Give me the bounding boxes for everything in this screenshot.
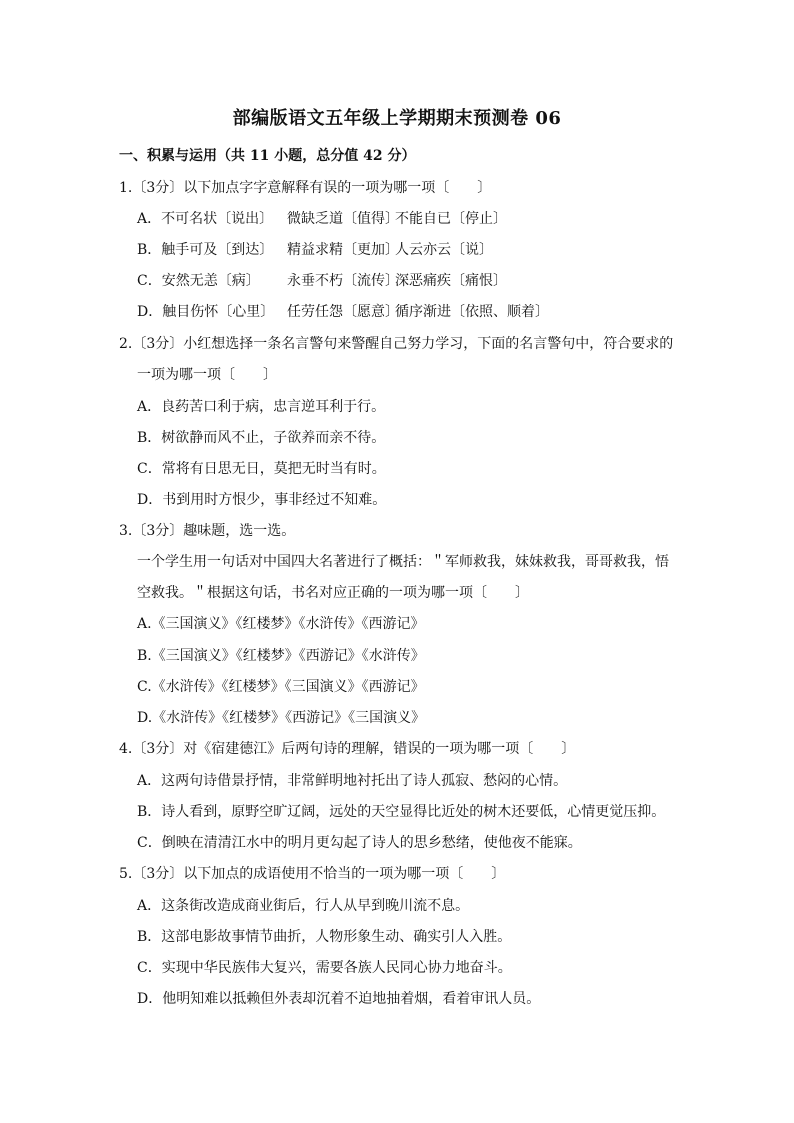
question-5-option-c: C．实现中华民族伟大复兴，需要各族人民同心协力地奋斗。 <box>137 960 512 976</box>
question-5-option-d: D．他明知难以抵赖但外表却沉着不迫地抽着烟，看着审讯人员。 <box>137 991 541 1007</box>
option-part: A．不可名状〔说出〕 <box>137 211 274 227</box>
option-part: 循序渐进〔依照、顺着〕 <box>395 304 549 320</box>
section-heading: 一、积累与运用（共 11 小题，总分值 42 分） <box>119 148 416 164</box>
question-1-stem: 1.〔3分〕以下加点字字意解释有误的一项为哪一项〔 〕 <box>119 180 492 196</box>
option-part: C．安然无恙〔病〕 <box>137 273 260 289</box>
question-5-option-b: B．这部电影故事情节曲折，人物形象生动、确实引人入胜。 <box>137 929 512 945</box>
option-part: D．触目伤怀〔心里〕 <box>137 304 275 320</box>
option-part: B．触手可及〔到达〕 <box>137 242 274 258</box>
question-4-option-b: B．诗人看到，原野空旷辽阔，远处的天空显得比近处的树木还要低，心情更觉压抑。 <box>137 804 666 820</box>
option-part: 深恶痛疾〔痛恨〕 <box>395 273 507 289</box>
question-5-stem: 5.〔3分〕以下加点的成语使用不恰当的一项为哪一项〔 〕 <box>119 866 506 882</box>
question-3-passage-line-1: 一个学生用一句话对中国四大名著进行了概括：＂军师救我，妹妹救我，哥哥救我，悟 <box>137 554 669 570</box>
question-3-option-b: B.《三国演义》《红楼梦》《西游记》《水浒传》 <box>137 648 425 664</box>
question-2-option-d: D．书到用时方恨少，事非经过不知难。 <box>137 492 387 508</box>
question-3-stem: 3.〔3分〕趣味题，选一选。 <box>119 523 296 539</box>
question-2-option-c: C．常将有日思无日，莫把无时当有时。 <box>137 461 386 477</box>
option-part: 精益求精〔更加〕 <box>287 242 399 258</box>
question-2-option-a: A．良药苦口利于病，忠言逆耳利于行。 <box>137 399 386 415</box>
question-5-option-a: A．这条街改造成商业街后，行人从早到晚川流不息。 <box>137 898 470 914</box>
question-2-stem: 2.〔3分〕小红想选择一条名言警句来警醒自己努力学习，下面的名言警句中，符合要求的 <box>119 336 674 352</box>
option-part: 不能自已〔停止〕 <box>395 211 507 227</box>
option-part: 永垂不朽〔流传〕 <box>287 273 399 289</box>
question-1-option-a <box>137 208 507 228</box>
page-title: 部编版语文五年级上学期期末预测卷 06 <box>232 108 562 129</box>
question-4-option-c: C．倒映在清清江水中的明月更勾起了诗人的思乡愁绪，使他夜不能寐。 <box>137 835 582 851</box>
question-2-option-b: B．树欲静而风不止，子欲养而亲不待。 <box>137 430 386 446</box>
question-1-option-b <box>137 239 493 259</box>
question-4-stem: 4.〔3分〕对《宿建德江》后两句诗的理解，错误的一项为哪一项〔 〕 <box>119 741 576 757</box>
question-1-option-d <box>137 301 549 321</box>
question-3-passage-line-2: 空救我。＂根据这句话，书名对应正确的一项为哪一项〔 〕 <box>137 585 529 601</box>
option-part: 人云亦云〔说〕 <box>395 242 493 258</box>
question-4-option-a: A．这两句诗借景抒情，非常鲜明地衬托出了诗人孤寂、愁闷的心情。 <box>137 773 568 789</box>
question-1-option-c <box>137 270 507 290</box>
question-3-option-c: C.《水浒传》《红楼梦》《三国演义》《西游记》 <box>137 679 425 695</box>
option-part: 微缺乏道〔值得〕 <box>287 211 399 227</box>
question-3-option-a: A.《三国演义》《红楼梦》《水浒传》《西游记》 <box>137 616 425 632</box>
option-part: 任劳任怨〔愿意〕 <box>287 304 399 320</box>
question-3-option-d: D.《水浒传》《红楼梦》《西游记》《三国演义》 <box>137 710 426 726</box>
question-2-stem-continued: 一项为哪一项〔 〕 <box>137 367 277 383</box>
